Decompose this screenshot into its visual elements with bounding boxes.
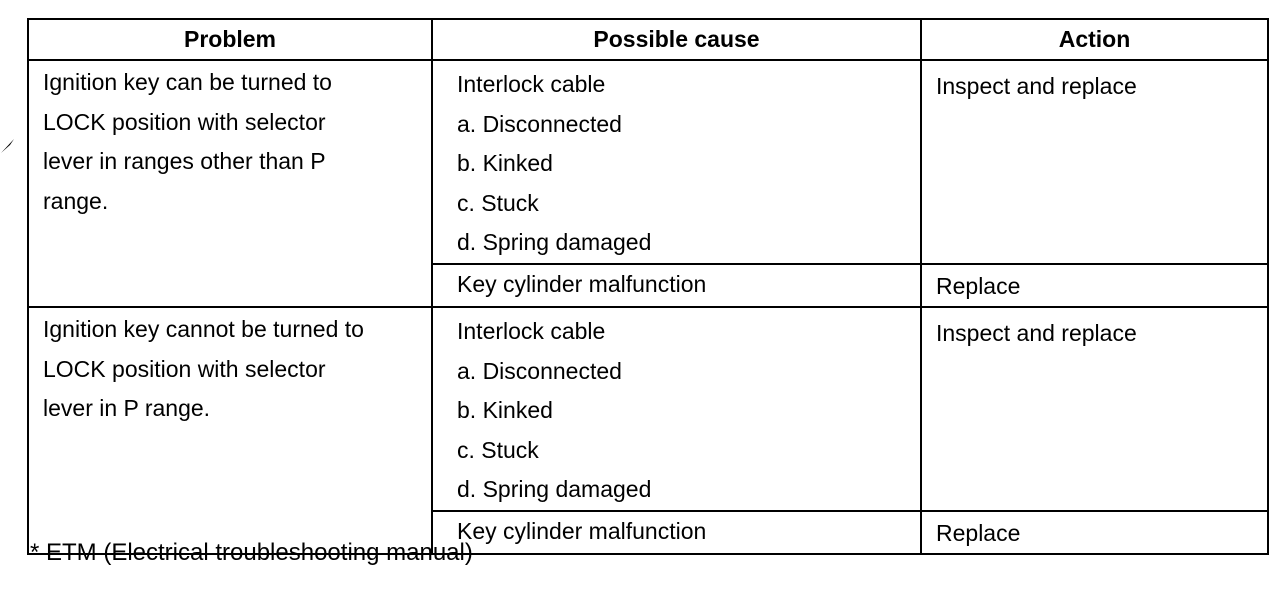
margin-check-mark: [0, 133, 16, 155]
cause-cell: [432, 60, 921, 264]
cause-line: a. Disconnected: [457, 357, 622, 384]
cause-line: d. Spring damaged: [457, 476, 652, 502]
header-action: Action: [921, 19, 1268, 60]
cause-line: d. Spring damaged: [457, 229, 652, 255]
cause-line: Interlock cable: [457, 318, 606, 344]
problem-cell: [28, 60, 432, 307]
problem-line: LOCK position with selector: [43, 108, 326, 135]
cause-line: a. Disconnected: [457, 110, 622, 137]
problem-line: lever in P range.: [43, 395, 211, 421]
problem-line: LOCK position with selector: [43, 355, 326, 382]
table-row: [28, 307, 1268, 511]
cause-line: c. Stuck: [457, 436, 539, 463]
problem-cell: [28, 307, 432, 554]
action-cell: Replace: [921, 264, 1268, 308]
header-row: [28, 19, 1268, 60]
cause-line: Interlock cable: [457, 71, 606, 97]
cause-line: b. Kinked: [457, 397, 553, 423]
table-row: [28, 60, 1268, 264]
cause-cell: Key cylinder malfunction: [432, 511, 921, 555]
problem-line: range.: [43, 187, 109, 214]
footnote: * ETM (Electrical troubleshooting manual): [30, 539, 473, 566]
problem-line: lever in ranges other than P: [43, 148, 326, 174]
action-cell: Replace: [921, 511, 1268, 555]
problem-line: Ignition key can be turned to: [43, 69, 332, 95]
problem-line: Ignition key cannot be turned to: [43, 316, 364, 342]
header-possible-cause: Possible cause: [432, 19, 921, 60]
cause-cell: [432, 307, 921, 511]
action-cell: Inspect and replace: [921, 307, 1268, 511]
cause-line: b. Kinked: [457, 150, 553, 176]
cause-line: c. Stuck: [457, 189, 539, 216]
header-problem: Problem: [28, 19, 432, 60]
cause-cell: Key cylinder malfunction: [432, 264, 921, 308]
troubleshooting-table: [27, 18, 1269, 555]
action-cell: Inspect and replace: [921, 60, 1268, 264]
